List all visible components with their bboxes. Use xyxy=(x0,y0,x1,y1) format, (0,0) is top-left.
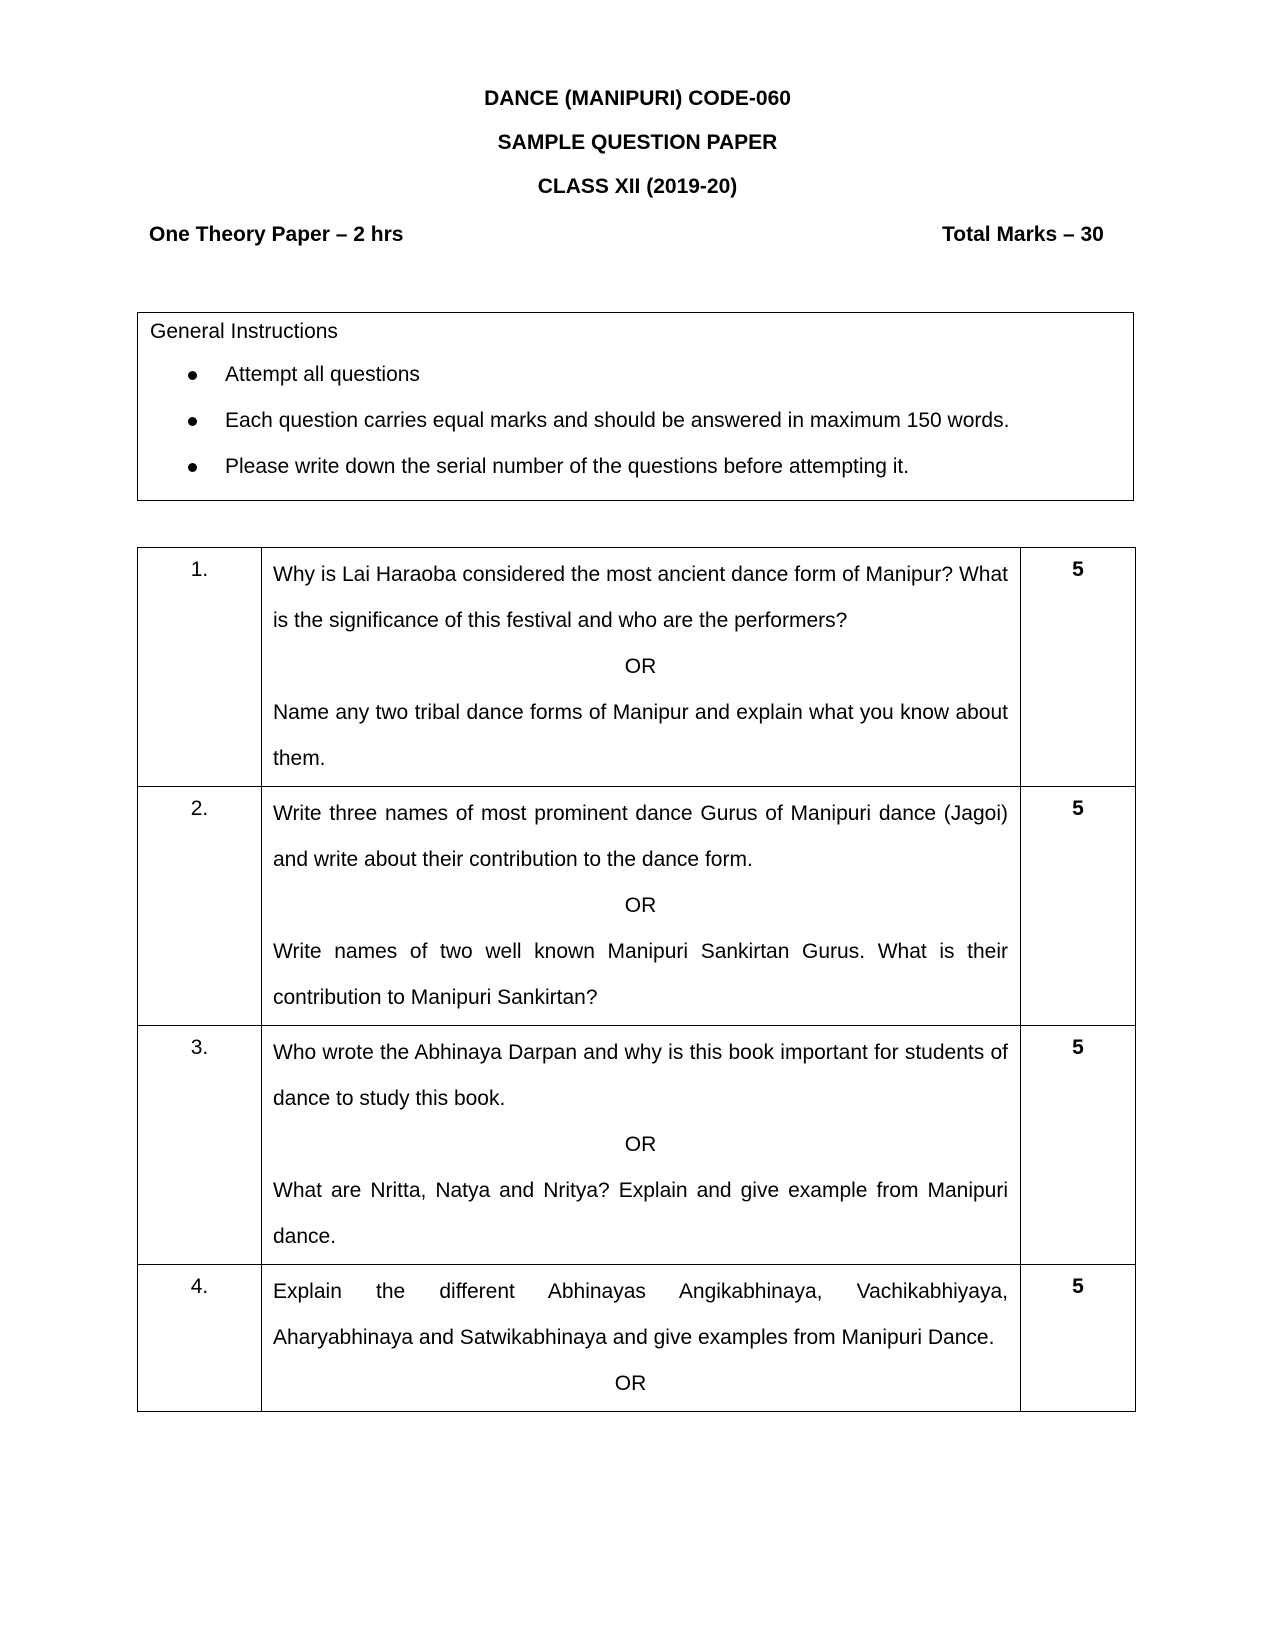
question-text: Why is Lai Haraoba considered the most ancient dance form of Manipur? What is the significance of this festival and who are the performers? xyxy=(273,563,1008,632)
or-label: OR xyxy=(624,894,657,917)
question-marks: 5 xyxy=(1021,548,1136,787)
subject-title: DANCE (MANIPURI) CODE-060 xyxy=(484,87,791,110)
question-number: 4. xyxy=(138,1265,262,1412)
question-marks: 5 xyxy=(1021,1026,1136,1265)
paper-title: SAMPLE QUESTION PAPER xyxy=(497,131,778,154)
question-number: 2. xyxy=(138,787,262,1026)
bullet-icon xyxy=(188,463,197,472)
question-number: 3. xyxy=(138,1026,262,1265)
question-marks: 5 xyxy=(1021,787,1136,1026)
or-label: OR xyxy=(624,1133,657,1156)
instructions-title: General Instructions xyxy=(150,320,338,343)
instruction-text: Each question carries equal marks and should be answered in maximum 150 words. xyxy=(225,409,1010,432)
question-row xyxy=(138,548,1136,787)
or-label: OR xyxy=(614,1372,647,1395)
bullet-icon xyxy=(188,417,197,426)
alternate-question-text: Name any two tribal dance forms of Manipur and explain what you know about them. xyxy=(273,701,1008,770)
question-text: Write three names of most prominent dance Gurus of Manipuri dance (Jagoi) and write about their contribution to the dance form. xyxy=(273,802,1008,871)
instruction-item xyxy=(138,406,1133,452)
or-label: OR xyxy=(624,655,657,678)
instruction-text: Please write down the serial number of the questions before attempting it. xyxy=(225,455,910,478)
question-marks: 5 xyxy=(1021,1265,1136,1412)
question-text: Explain the different Abhinayas Angikabhinaya, Vachikabhiyaya, Aharyabhinaya and Satwikabhinaya and give examples from Manipuri Dance. xyxy=(273,1280,1008,1349)
question-cell xyxy=(262,1026,1021,1265)
instruction-text: Attempt all questions xyxy=(225,363,420,386)
question-row xyxy=(138,1265,1136,1412)
general-instructions-box xyxy=(137,312,1134,501)
question-cell xyxy=(262,548,1021,787)
total-marks: Total Marks – 30 xyxy=(942,223,1104,246)
question-cell xyxy=(262,787,1021,1026)
paper-duration: One Theory Paper – 2 hrs xyxy=(149,223,404,246)
question-text: Who wrote the Abhinaya Darpan and why is this book important for students of dance to study this book. xyxy=(273,1041,1008,1110)
question-row xyxy=(138,1026,1136,1265)
alternate-question-text: What are Nritta, Natya and Nritya? Explain and give example from Manipuri dance. xyxy=(273,1179,1008,1248)
class-title: CLASS XII (2019-20) xyxy=(537,175,738,198)
questions-table xyxy=(137,547,1136,1412)
instruction-item xyxy=(138,452,1133,498)
question-row xyxy=(138,787,1136,1026)
alternate-question-text: Write names of two well known Manipuri Sankirtan Gurus. What is their contribution to Manipuri Sankirtan? xyxy=(273,940,1008,1009)
question-number: 1. xyxy=(138,548,262,787)
instruction-item xyxy=(138,360,1133,406)
question-cell xyxy=(262,1265,1021,1412)
bullet-icon xyxy=(188,371,197,380)
instructions-list xyxy=(138,360,1133,498)
